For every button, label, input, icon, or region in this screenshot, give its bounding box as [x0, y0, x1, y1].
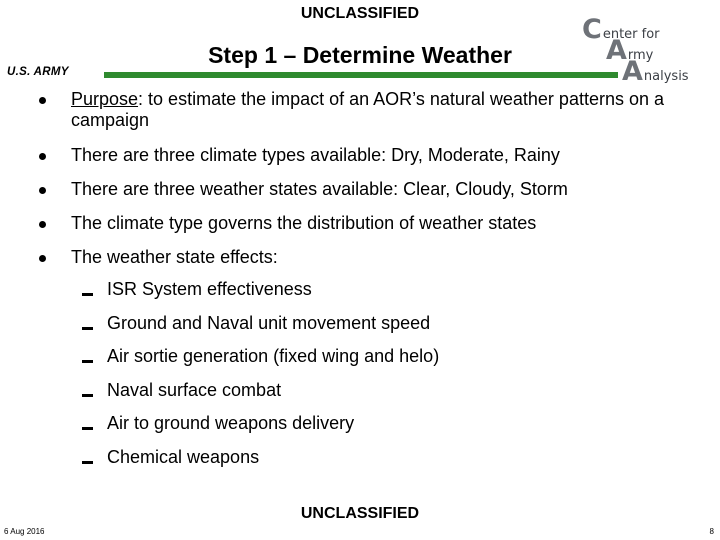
climate-types-text: There are three climate types available: Dry, Moderate, Rainy	[71, 145, 560, 165]
bullet-purpose	[30, 89, 670, 145]
bullet-dot-icon	[39, 221, 46, 228]
bullet-dot-icon	[39, 153, 46, 160]
page-title: Step 1 – Determine Weather	[208, 42, 512, 68]
effect-item-label: Naval surface combat	[107, 379, 282, 400]
effect-item	[80, 313, 439, 347]
us-army-label: U.S. ARMY	[7, 66, 69, 78]
effect-item-label: ISR System effectiveness	[107, 279, 312, 299]
classification-banner-bottom: UNCLASSIFIED	[300, 505, 420, 522]
logo-line-3	[622, 56, 689, 87]
effect-item	[80, 279, 439, 313]
logo-text-enter-for: enter for	[602, 27, 660, 42]
bullet-distribution	[30, 213, 670, 247]
page-number: 8	[709, 527, 714, 536]
dash-bullet-icon	[82, 427, 93, 430]
bullet-dot-icon	[39, 187, 46, 194]
footer-date: 6 Aug 2016	[4, 527, 45, 536]
dash-bullet-icon	[82, 461, 93, 464]
bullet-weather-states	[30, 179, 670, 213]
classification-banner-top: UNCLASSIFIED	[300, 5, 420, 22]
logo-text-nalysis: nalysis	[643, 69, 689, 84]
bullet-climate-types	[30, 145, 670, 179]
effect-item	[80, 447, 439, 481]
purpose-text: : to estimate the impact of an AOR’s natural weather patterns on a campaign	[71, 89, 665, 130]
logo-text-rmy: rmy	[627, 48, 654, 63]
effect-item-label: Air to ground weapons delivery	[107, 413, 355, 434]
dash-bullet-icon	[82, 293, 93, 296]
purpose-label: Purpose	[71, 89, 139, 109]
distribution-text: The climate type governs the distribution of weather states	[71, 213, 537, 233]
dash-bullet-icon	[82, 394, 93, 397]
effect-item	[80, 346, 439, 380]
logo-cap-a-2: A	[622, 56, 643, 87]
logo-cap-c: C	[582, 14, 602, 45]
header-rule	[104, 72, 618, 78]
effects-intro-text: The weather state effects:	[71, 247, 278, 267]
weather-states-text: There are three weather states available: Clear, Cloudy, Storm	[71, 179, 568, 199]
main-bullet-list	[30, 89, 670, 281]
effect-item-label: Chemical weapons	[107, 446, 260, 467]
effect-item-label: Air sortie generation (fixed wing and helo)	[107, 346, 440, 367]
bullet-effects-intro	[30, 247, 670, 281]
effect-item	[80, 380, 439, 414]
effects-sub-list	[80, 279, 439, 481]
bullet-dot-icon	[39, 255, 46, 262]
dash-bullet-icon	[82, 327, 93, 330]
bullet-dot-icon	[39, 97, 46, 104]
dash-bullet-icon	[82, 360, 93, 363]
center-for-army-analysis-logo	[582, 14, 712, 90]
logo-cap-a: A	[606, 35, 627, 66]
effect-item	[80, 413, 439, 447]
effect-item-label: Ground and Naval unit movement speed	[107, 312, 431, 333]
